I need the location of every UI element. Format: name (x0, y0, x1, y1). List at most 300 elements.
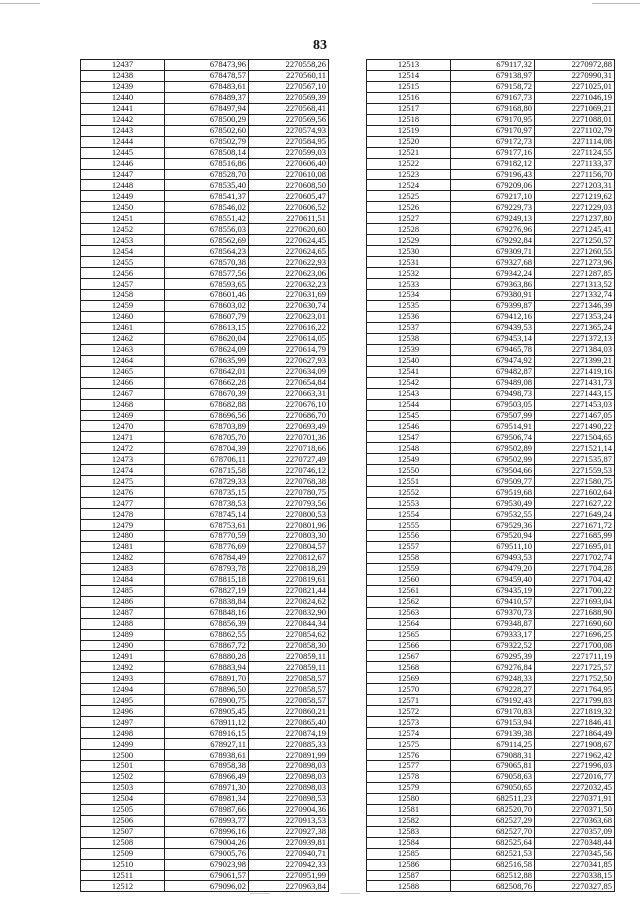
point-number-cell: 12550 (367, 465, 451, 476)
y-coordinate-cell: 2270616,22 (249, 322, 329, 333)
x-coordinate-cell: 679276,84 (451, 662, 535, 673)
y-coordinate-cell: 2271535,87 (535, 454, 615, 465)
point-number-cell: 12476 (81, 487, 165, 498)
point-number-cell: 12475 (81, 476, 165, 487)
y-coordinate-cell: 2270821,44 (249, 585, 329, 596)
table-row (367, 355, 615, 366)
y-coordinate-cell: 2270801,96 (249, 520, 329, 531)
point-number-cell: 12501 (81, 761, 165, 772)
table-row (81, 870, 329, 881)
y-coordinate-cell: 2270627,93 (249, 355, 329, 366)
y-coordinate-cell: 2271671,72 (535, 520, 615, 531)
point-number-cell: 12519 (367, 125, 451, 136)
x-coordinate-cell: 679327,68 (451, 257, 535, 268)
y-coordinate-cell: 2270891,99 (249, 750, 329, 761)
point-number-cell: 12462 (81, 333, 165, 344)
x-coordinate-cell: 678500,29 (165, 114, 249, 125)
x-coordinate-cell: 679465,78 (451, 344, 535, 355)
table-row (367, 563, 615, 574)
y-coordinate-cell: 2271156,70 (535, 169, 615, 180)
x-coordinate-cell: 679482,87 (451, 366, 535, 377)
y-coordinate-cell: 2270623,06 (249, 268, 329, 279)
x-coordinate-cell: 679363,86 (451, 279, 535, 290)
table-row (367, 224, 615, 235)
x-coordinate-cell: 678848,16 (165, 607, 249, 618)
point-number-cell: 12456 (81, 268, 165, 279)
x-coordinate-cell: 682527,70 (451, 826, 535, 837)
y-coordinate-cell: 2271700,22 (535, 585, 615, 596)
y-coordinate-cell: 2270701,36 (249, 432, 329, 443)
table-row (367, 322, 615, 333)
point-number-cell: 12473 (81, 454, 165, 465)
y-coordinate-cell: 2271690,60 (535, 618, 615, 629)
point-number-cell: 12580 (367, 793, 451, 804)
x-coordinate-cell: 679182,12 (451, 158, 535, 169)
y-coordinate-cell: 2270634,09 (249, 366, 329, 377)
table-row (81, 848, 329, 859)
y-coordinate-cell: 2270606,40 (249, 158, 329, 169)
table-row (367, 509, 615, 520)
table-row (81, 169, 329, 180)
table-row (367, 180, 615, 191)
table-row (81, 224, 329, 235)
x-coordinate-cell: 678715,58 (165, 465, 249, 476)
point-number-cell: 12551 (367, 476, 451, 487)
x-coordinate-cell: 679502,99 (451, 454, 535, 465)
top-right-rule (592, 3, 640, 4)
y-coordinate-cell: 2270972,88 (535, 60, 615, 71)
point-number-cell: 12492 (81, 662, 165, 673)
point-number-cell: 12440 (81, 92, 165, 103)
table-row (81, 509, 329, 520)
x-coordinate-cell: 678483,61 (165, 81, 249, 92)
point-number-cell: 12574 (367, 728, 451, 739)
point-number-cell: 12564 (367, 618, 451, 629)
y-coordinate-cell: 2271313,52 (535, 279, 615, 290)
table-row (367, 366, 615, 377)
table-row (367, 761, 615, 772)
point-number-cell: 12552 (367, 487, 451, 498)
point-number-cell: 12543 (367, 388, 451, 399)
y-coordinate-cell: 2270623,01 (249, 311, 329, 322)
table-row (367, 870, 615, 881)
point-number-cell: 12581 (367, 804, 451, 815)
x-coordinate-cell: 678642,01 (165, 366, 249, 377)
y-coordinate-cell: 2271353,24 (535, 311, 615, 322)
point-number-cell: 12533 (367, 279, 451, 290)
x-coordinate-cell: 678662,28 (165, 377, 249, 388)
x-coordinate-cell: 682508,76 (451, 881, 535, 892)
x-coordinate-cell: 678996,16 (165, 826, 249, 837)
table-row (367, 640, 615, 651)
table-row (81, 684, 329, 695)
table-row (81, 279, 329, 290)
point-number-cell: 12569 (367, 673, 451, 684)
point-number-cell: 12449 (81, 191, 165, 202)
point-number-cell: 12575 (367, 739, 451, 750)
y-coordinate-cell: 2270963,84 (249, 881, 329, 892)
y-coordinate-cell: 2270560,11 (249, 70, 329, 81)
point-number-cell: 12471 (81, 432, 165, 443)
x-coordinate-cell: 679479,20 (451, 563, 535, 574)
table-row (367, 651, 615, 662)
point-number-cell: 12477 (81, 498, 165, 509)
table-row (81, 640, 329, 651)
y-coordinate-cell: 2271273,96 (535, 257, 615, 268)
point-number-cell: 12513 (367, 60, 451, 71)
table-row (367, 454, 615, 465)
y-coordinate-cell: 2270800,53 (249, 509, 329, 520)
point-number-cell: 12521 (367, 147, 451, 158)
x-coordinate-cell: 678703,89 (165, 421, 249, 432)
y-coordinate-cell: 2271260,55 (535, 246, 615, 257)
y-coordinate-cell: 2270898,03 (249, 782, 329, 793)
x-coordinate-cell: 678745,14 (165, 509, 249, 520)
y-coordinate-cell: 2270620,60 (249, 224, 329, 235)
y-coordinate-cell: 2270874,19 (249, 728, 329, 739)
point-number-cell: 12481 (81, 541, 165, 552)
point-number-cell: 12537 (367, 322, 451, 333)
y-coordinate-cell: 2271237,80 (535, 213, 615, 224)
x-coordinate-cell: 679229,73 (451, 202, 535, 213)
y-coordinate-cell: 2270614,05 (249, 333, 329, 344)
point-number-cell: 12504 (81, 793, 165, 804)
y-coordinate-cell: 2270569,56 (249, 114, 329, 125)
y-coordinate-cell: 2271704,42 (535, 574, 615, 585)
point-number-cell: 12508 (81, 837, 165, 848)
point-number-cell: 12526 (367, 202, 451, 213)
table-row (367, 136, 615, 147)
point-number-cell: 12578 (367, 771, 451, 782)
point-number-cell: 12535 (367, 300, 451, 311)
point-number-cell: 12539 (367, 344, 451, 355)
point-number-cell: 12451 (81, 213, 165, 224)
table-row (81, 793, 329, 804)
x-coordinate-cell: 679295,39 (451, 651, 535, 662)
y-coordinate-cell: 2271693,04 (535, 596, 615, 607)
y-coordinate-cell: 2270363,68 (535, 815, 615, 826)
x-coordinate-cell: 679172,73 (451, 136, 535, 147)
table-row (81, 92, 329, 103)
y-coordinate-cell: 2270357,09 (535, 826, 615, 837)
y-coordinate-cell: 2270859,11 (249, 651, 329, 662)
table-row (81, 618, 329, 629)
point-number-cell: 12572 (367, 706, 451, 717)
point-number-cell: 12491 (81, 651, 165, 662)
y-coordinate-cell: 2271384,03 (535, 344, 615, 355)
table-row (81, 81, 329, 92)
point-number-cell: 12460 (81, 311, 165, 322)
x-coordinate-cell: 678546,02 (165, 202, 249, 213)
table-row (367, 92, 615, 103)
point-number-cell: 12465 (81, 366, 165, 377)
point-number-cell: 12512 (81, 881, 165, 892)
table-row (81, 388, 329, 399)
point-number-cell: 12458 (81, 290, 165, 301)
x-coordinate-cell: 678705,70 (165, 432, 249, 443)
table-row (367, 530, 615, 541)
y-coordinate-cell: 2270622,93 (249, 257, 329, 268)
page-number: 83 (313, 38, 327, 53)
table-row (367, 410, 615, 421)
point-number-cell: 12467 (81, 388, 165, 399)
y-coordinate-cell: 2271219,62 (535, 191, 615, 202)
table-row (367, 848, 615, 859)
table-row (367, 377, 615, 388)
x-coordinate-cell: 679061,57 (165, 870, 249, 881)
x-coordinate-cell: 678682,88 (165, 399, 249, 410)
point-number-cell: 12530 (367, 246, 451, 257)
table-row (81, 695, 329, 706)
table-row (81, 191, 329, 202)
bottom-right-rule (340, 893, 360, 894)
table-row (81, 147, 329, 158)
x-coordinate-cell: 678770,59 (165, 530, 249, 541)
y-coordinate-cell: 2270663,31 (249, 388, 329, 399)
y-coordinate-cell: 2270327,85 (535, 881, 615, 892)
x-coordinate-cell: 679399,87 (451, 300, 535, 311)
point-number-cell: 12496 (81, 706, 165, 717)
y-coordinate-cell: 2271702,74 (535, 552, 615, 563)
y-coordinate-cell: 2270631,69 (249, 290, 329, 301)
table-row (81, 815, 329, 826)
point-number-cell: 12437 (81, 60, 165, 71)
x-coordinate-cell: 679114,25 (451, 739, 535, 750)
x-coordinate-cell: 679435,19 (451, 585, 535, 596)
y-coordinate-cell: 2271864,49 (535, 728, 615, 739)
y-coordinate-cell: 2271846,41 (535, 717, 615, 728)
y-coordinate-cell: 2270951,99 (249, 870, 329, 881)
x-coordinate-cell: 678601,46 (165, 290, 249, 301)
point-number-cell: 12554 (367, 509, 451, 520)
x-coordinate-cell: 678981,34 (165, 793, 249, 804)
x-coordinate-cell: 679370,73 (451, 607, 535, 618)
x-coordinate-cell: 679170,95 (451, 114, 535, 125)
x-coordinate-cell: 678564,23 (165, 246, 249, 257)
x-coordinate-cell: 679248,33 (451, 673, 535, 684)
table-row (81, 311, 329, 322)
y-coordinate-cell: 2271819,32 (535, 706, 615, 717)
x-coordinate-cell: 679519,68 (451, 487, 535, 498)
table-row (81, 290, 329, 301)
point-number-cell: 12498 (81, 728, 165, 739)
y-coordinate-cell: 2271250,57 (535, 235, 615, 246)
table-row (81, 399, 329, 410)
y-coordinate-cell: 2270942,33 (249, 859, 329, 870)
point-number-cell: 12518 (367, 114, 451, 125)
table-row (367, 804, 615, 815)
point-number-cell: 12576 (367, 750, 451, 761)
x-coordinate-cell: 678729,33 (165, 476, 249, 487)
y-coordinate-cell: 2270654,84 (249, 377, 329, 388)
table-row (81, 268, 329, 279)
point-number-cell: 12514 (367, 70, 451, 81)
point-number-cell: 12441 (81, 103, 165, 114)
y-coordinate-cell: 2271752,50 (535, 673, 615, 684)
y-coordinate-cell: 2270606,52 (249, 202, 329, 213)
x-coordinate-cell: 679410,57 (451, 596, 535, 607)
y-coordinate-cell: 2270860,21 (249, 706, 329, 717)
x-coordinate-cell: 679506,74 (451, 432, 535, 443)
table-row (81, 706, 329, 717)
x-coordinate-cell: 678551,42 (165, 213, 249, 224)
table-row (81, 574, 329, 585)
x-coordinate-cell: 678883,94 (165, 662, 249, 673)
x-coordinate-cell: 679502,89 (451, 443, 535, 454)
x-coordinate-cell: 678927,11 (165, 739, 249, 750)
point-number-cell: 12565 (367, 629, 451, 640)
point-number-cell: 12472 (81, 443, 165, 454)
point-number-cell: 12443 (81, 125, 165, 136)
y-coordinate-cell: 2271419,16 (535, 366, 615, 377)
x-coordinate-cell: 678738,53 (165, 498, 249, 509)
point-number-cell: 12495 (81, 695, 165, 706)
table-row (367, 432, 615, 443)
table-row (81, 837, 329, 848)
table-row (81, 322, 329, 333)
table-row (367, 815, 615, 826)
x-coordinate-cell: 678502,60 (165, 125, 249, 136)
point-number-cell: 12493 (81, 673, 165, 684)
x-coordinate-cell: 678827,19 (165, 585, 249, 596)
x-coordinate-cell: 678508,14 (165, 147, 249, 158)
point-number-cell: 12560 (367, 574, 451, 585)
x-coordinate-cell: 678516,86 (165, 158, 249, 169)
x-coordinate-cell: 679509,77 (451, 476, 535, 487)
table-row (367, 388, 615, 399)
y-coordinate-cell: 2270338,15 (535, 870, 615, 881)
y-coordinate-cell: 2270832,90 (249, 607, 329, 618)
y-coordinate-cell: 2270858,57 (249, 673, 329, 684)
point-number-cell: 12507 (81, 826, 165, 837)
y-coordinate-cell: 2271114,08 (535, 136, 615, 147)
point-number-cell: 12489 (81, 629, 165, 640)
table-row (367, 290, 615, 301)
y-coordinate-cell: 2270990,31 (535, 70, 615, 81)
point-number-cell: 12520 (367, 136, 451, 147)
table-row (81, 607, 329, 618)
y-coordinate-cell: 2271521,14 (535, 443, 615, 454)
y-coordinate-cell: 2270569,39 (249, 92, 329, 103)
point-number-cell: 12463 (81, 344, 165, 355)
table-row (367, 421, 615, 432)
x-coordinate-cell: 678958,38 (165, 761, 249, 772)
x-coordinate-cell: 679153,94 (451, 717, 535, 728)
point-number-cell: 12553 (367, 498, 451, 509)
table-row (367, 147, 615, 158)
table-row (81, 443, 329, 454)
y-coordinate-cell: 2272032,45 (535, 782, 615, 793)
y-coordinate-cell: 2270693,49 (249, 421, 329, 432)
point-number-cell: 12485 (81, 585, 165, 596)
point-number-cell: 12524 (367, 180, 451, 191)
point-number-cell: 12567 (367, 651, 451, 662)
y-coordinate-cell: 2271504,65 (535, 432, 615, 443)
point-number-cell: 12522 (367, 158, 451, 169)
table-row (81, 300, 329, 311)
point-number-cell: 12466 (81, 377, 165, 388)
y-coordinate-cell: 2270568,41 (249, 103, 329, 114)
table-row (367, 673, 615, 684)
y-coordinate-cell: 2271046,19 (535, 92, 615, 103)
y-coordinate-cell: 2270927,38 (249, 826, 329, 837)
table-row (81, 750, 329, 761)
table-row (81, 432, 329, 443)
x-coordinate-cell: 682512,88 (451, 870, 535, 881)
table-row (81, 114, 329, 125)
y-coordinate-cell: 2270605,47 (249, 191, 329, 202)
point-number-cell: 12515 (367, 81, 451, 92)
table-row (367, 837, 615, 848)
x-coordinate-cell: 679507,99 (451, 410, 535, 421)
x-coordinate-cell: 678776,69 (165, 541, 249, 552)
point-number-cell: 12445 (81, 147, 165, 158)
y-coordinate-cell: 2271372,13 (535, 333, 615, 344)
y-coordinate-cell: 2270803,30 (249, 530, 329, 541)
y-coordinate-cell: 2271996,03 (535, 761, 615, 772)
y-coordinate-cell: 2271287,85 (535, 268, 615, 279)
point-number-cell: 12517 (367, 103, 451, 114)
x-coordinate-cell: 679192,43 (451, 695, 535, 706)
y-coordinate-cell: 2270608,50 (249, 180, 329, 191)
x-coordinate-cell: 679459,40 (451, 574, 535, 585)
table-row (367, 596, 615, 607)
point-number-cell: 12506 (81, 815, 165, 826)
point-number-cell: 12527 (367, 213, 451, 224)
table-row (81, 136, 329, 147)
point-number-cell: 12541 (367, 366, 451, 377)
point-number-cell: 12548 (367, 443, 451, 454)
x-coordinate-cell: 678891,70 (165, 673, 249, 684)
table-row (367, 311, 615, 322)
point-number-cell: 12490 (81, 640, 165, 651)
point-number-cell: 12509 (81, 848, 165, 859)
table-row (367, 257, 615, 268)
x-coordinate-cell: 679380,91 (451, 290, 535, 301)
x-coordinate-cell: 679177,16 (451, 147, 535, 158)
y-coordinate-cell: 2271627,22 (535, 498, 615, 509)
point-number-cell: 12464 (81, 355, 165, 366)
x-coordinate-cell: 679065,81 (451, 761, 535, 772)
x-coordinate-cell: 679333,17 (451, 629, 535, 640)
table-row (81, 410, 329, 421)
x-coordinate-cell: 678938,61 (165, 750, 249, 761)
table-row (367, 268, 615, 279)
x-coordinate-cell: 679511,10 (451, 541, 535, 552)
x-coordinate-cell: 682527,29 (451, 815, 535, 826)
x-coordinate-cell: 678993,77 (165, 815, 249, 826)
y-coordinate-cell: 2271399,21 (535, 355, 615, 366)
y-coordinate-cell: 2270793,56 (249, 498, 329, 509)
table-row (81, 454, 329, 465)
point-number-cell: 12587 (367, 870, 451, 881)
coordinates-table-right-body (367, 60, 615, 892)
y-coordinate-cell: 2270624,65 (249, 246, 329, 257)
point-number-cell: 12474 (81, 465, 165, 476)
x-coordinate-cell: 682511,23 (451, 793, 535, 804)
point-number-cell: 12523 (367, 169, 451, 180)
x-coordinate-cell: 679170,83 (451, 706, 535, 717)
point-number-cell: 12559 (367, 563, 451, 574)
x-coordinate-cell: 678624,09 (165, 344, 249, 355)
y-coordinate-cell: 2270371,50 (535, 804, 615, 815)
table-row (367, 443, 615, 454)
point-number-cell: 12577 (367, 761, 451, 772)
point-number-cell: 12461 (81, 322, 165, 333)
y-coordinate-cell: 2270611,51 (249, 213, 329, 224)
x-coordinate-cell: 678489,37 (165, 92, 249, 103)
table-row (367, 191, 615, 202)
